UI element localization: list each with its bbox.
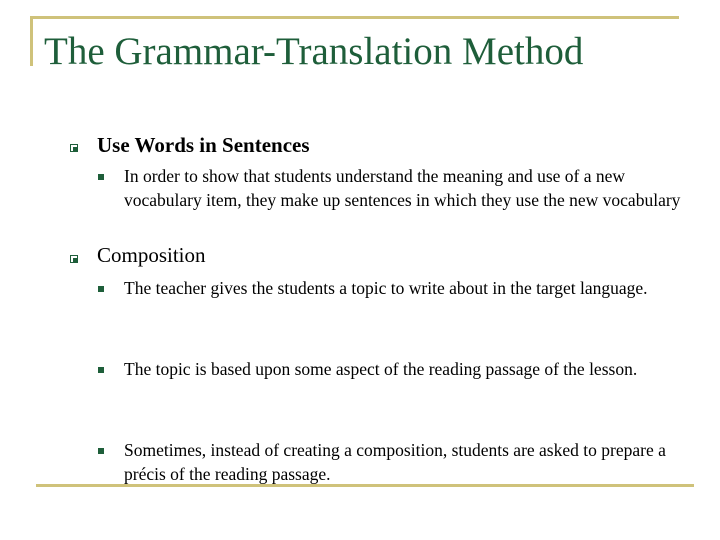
section-heading-composition: Composition (97, 243, 206, 267)
section-heading-words: Use Words in Sentences (97, 133, 310, 157)
square-bullet-icon (70, 255, 78, 263)
bullet-point: In order to show that students understand the meaning and use of a new vocabulary item, they make up sentences in which they use the new vocabulary (124, 166, 681, 210)
bullet-point: Sometimes, instead of creating a composition, students are asked to prepare a précis of the reading passage. (124, 440, 666, 484)
square-bullet-icon (98, 174, 104, 180)
square-bullet-icon (98, 367, 104, 373)
slide-title: The Grammar-Translation Method (44, 30, 584, 73)
frame-left-line (30, 16, 33, 66)
bullet-point: The topic is based upon some aspect of the reading passage of the lesson. (124, 359, 638, 379)
square-bullet-icon (98, 448, 104, 454)
bullet-point: The teacher gives the students a topic to write about in the target language. (124, 278, 648, 298)
square-bullet-icon (98, 286, 104, 292)
frame-top-line (30, 16, 679, 19)
square-bullet-icon (70, 144, 78, 152)
